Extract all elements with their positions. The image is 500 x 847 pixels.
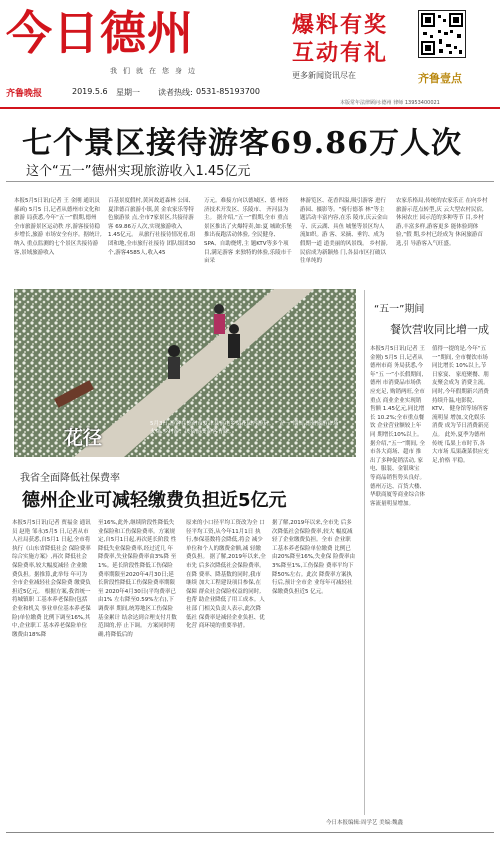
article2-column-1: 本报5月5日讯(记者 贾福金 通讯员 赵艳 邹永)5月5 日,记者从市人社局获悉,自5月1 日起,全市将执行《山东省降低社会 保险费率综合实施方案》,再次 降低社会保险费率,较大幅度减轻 企业缴费负担。据推算,此举每 年可为全市企业减轻社会保险费 缴费负担近5亿元。 根据方案,我省统一将城镇职 工基本养老保险(包括企业和机关 事业单位基本养老保险)单位缴费 比例下调至16%,其中,企业职工 基本养老保险单位缴费由18%降 bbox=[12, 520, 91, 638]
paper-name: 齐鲁晚报 bbox=[6, 89, 43, 99]
sidebar-headline: 餐饮营收同比增一成 bbox=[390, 323, 489, 336]
issue-weekday: 星期一 bbox=[116, 88, 140, 97]
photo-label: 花径 bbox=[64, 427, 103, 449]
article1-column-4: 林游览区、花香四溢,吸引游客 进行游园、摄影等。“骑行德茶 林”等主题活动丰富内容,在乐 陵市,庆云金山寺、庆云湖、具鱼 城堡等景区均人流如织。游 客、采摘、垂钓、成为假期一道 道美丽的风景线。 乡村游,民宿成为新颖热 门,各县市区打破以往单纯的 bbox=[300, 198, 388, 265]
article1-column-2: 百基景度假村,黄河故道森林 公园、夏津德百旅游小镇,黄 金农家乐等特色旅游景 点,全市7家景区,共接待游客 69.86万人次,实现旅游收入 1.45亿元。 从旅行社接待情况看,组 团和地,全市旅行社接待 团队组团30个,游客4585人,收入45 bbox=[108, 198, 196, 256]
sidebar-divider bbox=[364, 290, 365, 815]
masthead-title: 今日德州 bbox=[6, 6, 194, 60]
section-divider bbox=[6, 181, 494, 182]
ad-brand: 齐鲁壹点 bbox=[418, 72, 462, 85]
article2-column-3: 原来的小口径平均工资改为全 口径平均工资,从今年11月1日 执行,参保基数将会降低,将会 减少单位和个人的缴费金额,减 轻缴费负担。 据了解,2019年以来,全市先 后多次降低社会保险费率。在降 费率、降基数的同时,我市继续 加大工程建设项目参保,在保障 群众社会保险权益的同时,也帮 助企业降低了用工成本。人社部 门相关负责人表示,此次降低社 保费率是减轻企业负担、优化营 商环境的重要举措。 bbox=[186, 520, 266, 630]
ad-line-3: 更多新闻资讯尽在 bbox=[292, 71, 356, 80]
article2-column-4: 据了解,2019年以来,全市先 后多次降低社会保险费率,较大 幅度减轻了企业缴费负担。全市 企业职工基本养老保险单位缴费 比例已由20%降至16%,失业保 险费率由3%降至1%,工伤保险 费率平均下降50%左右。此次 降费率方案执行后,预计全市企 业每年可减轻社保缴费负担近5 亿元。 bbox=[272, 520, 355, 595]
masthead-slogan: 我们就在您身边 bbox=[110, 67, 201, 75]
ad-line-2: 互动有礼 bbox=[292, 40, 389, 66]
article1-column-3: 万元。难接方向以德城区、德 州经济技术开发区、乐陵市、 齐河县为主。 据介绍,“五一”假期,全市 重点景区推出了火爆特卖,如:夏 城欧乐堡推出夜跑活动体验, 全民健身、SPA、自助烧烤,主 题KTV等多个项目,满足游客 来独特的体验,乐陵市千亩采 bbox=[204, 198, 292, 265]
article2-column-2: 至16%,此外,继续阶段性降低失 业保险和工伤保险费率。方案规 定,自5月1日起,再次延长阶段 性降低失业保险费率,经过近几 年降费率,失业保险费率由3%降 至1%。延长阶段性降低工伤保险 费率期限至2020年4月30日;延 长阶段性降低工伤保险费率期限至 2020年4月30日(平均费率已由1% 左右降至0.59%左右),下调费率 期间,统筹地区工伤保险基金累计 结余达到合理支付月数范围的,停 止下调。 方案同时明确,将降低后的 bbox=[98, 520, 177, 638]
article1-column-5: 农家乐格局,传统的农家乐正 在向乡村旅游示范点转型,庆 云大型农村民宿,休闲农庄 园示范的多种等节 目,乡村 游,丰富多样,游客更多 能体验到体验,“假 期,乡村已经成为 休闲旅游首选,引 导游客入气旺盛。 bbox=[396, 198, 488, 247]
sidebar-column-1: 本报5月5日讯(记者 王金刚) 5月5 日,记者从德州市商 务局获悉,今年“五 一”小长假期间,德州 市消费品市场供应充足, 购销两旺,全市重点 商业企业实现销售额 1.45亿元,同比增长 10.2%;全市重点餐饮 企业营业额较上年同 期增长10%以上。 据介绍,“五一”期间, 全市各大商场、超市 推出了多种促销活动, 家电、服装、金银珠宝 等商品销售势头良好。 德州万达、百货大楼、 华联商厦等商业综合体 客流量明显增加。 bbox=[370, 346, 426, 507]
editor-credits: 今日本报编辑:周学艺 美编:魏鑫 bbox=[326, 820, 403, 826]
sidebar-column-2: 值得一提的是,今年“五一”期间, 全市餐饮市场同比增长 10%以上,节日家宴、 家庭聚餐、朋友聚会成为 消费主流。 同时,今年假期新兴消费 持续升温,电影院、KTV、 健身馆等场所客流明显 增加,文化娱乐消费 成为节日消费新亮点。 此外,夏季为德州传统 瓜果上市时节,各大市场 瓜果蔬菜供应充足,价格 平稳。 bbox=[432, 346, 489, 464]
info-bar bbox=[0, 84, 500, 100]
advertisement-box bbox=[292, 8, 494, 90]
qr-code-icon bbox=[418, 10, 466, 58]
legal-advisor-line: 本版常年法律顾问:德州 律师 13953400021 bbox=[340, 100, 440, 106]
article1-column-1: 本报5月5日讯(记者 王 金刚 通讯员 郝函) 5月5 日,记者从德州市文化和旅游 局获悉,今年“五一”假期,德州 全市旅游景区运动秩 序,游客接待稳步增长,旅游 市场安全有序。据统计,纳入 重点监测的七个景区共接待游 客,景域旅游收入 bbox=[14, 198, 102, 256]
photo-caption: 5月3日,游客在德州市夏津县前屯乡梨花园内游玩。 “五一”期间,德州旅游市场火爆,乡村游、民宿游受游客青睐。 bbox=[150, 421, 339, 435]
article2-headline: 德州企业可减轻缴费负担近5亿元 bbox=[22, 490, 287, 511]
article2-kicker: 我省全面降低社保费率 bbox=[20, 473, 120, 484]
lead-headline: 七个景区接待游客69.86万人次 bbox=[22, 126, 462, 161]
hotline-number: 0531-85193700 bbox=[196, 87, 260, 96]
sidebar-kicker: “五一”期间 bbox=[374, 304, 425, 315]
lead-subheadline: 这个“五一”德州实现旅游收入1.45亿元 bbox=[26, 164, 251, 179]
page-bottom-divider bbox=[6, 832, 494, 833]
ad-line-1: 爆料有奖 bbox=[292, 12, 389, 38]
issue-date: 2019.5.6 bbox=[72, 87, 108, 96]
hotline-label: 读者热线: bbox=[158, 88, 193, 97]
masthead-divider bbox=[0, 107, 500, 109]
